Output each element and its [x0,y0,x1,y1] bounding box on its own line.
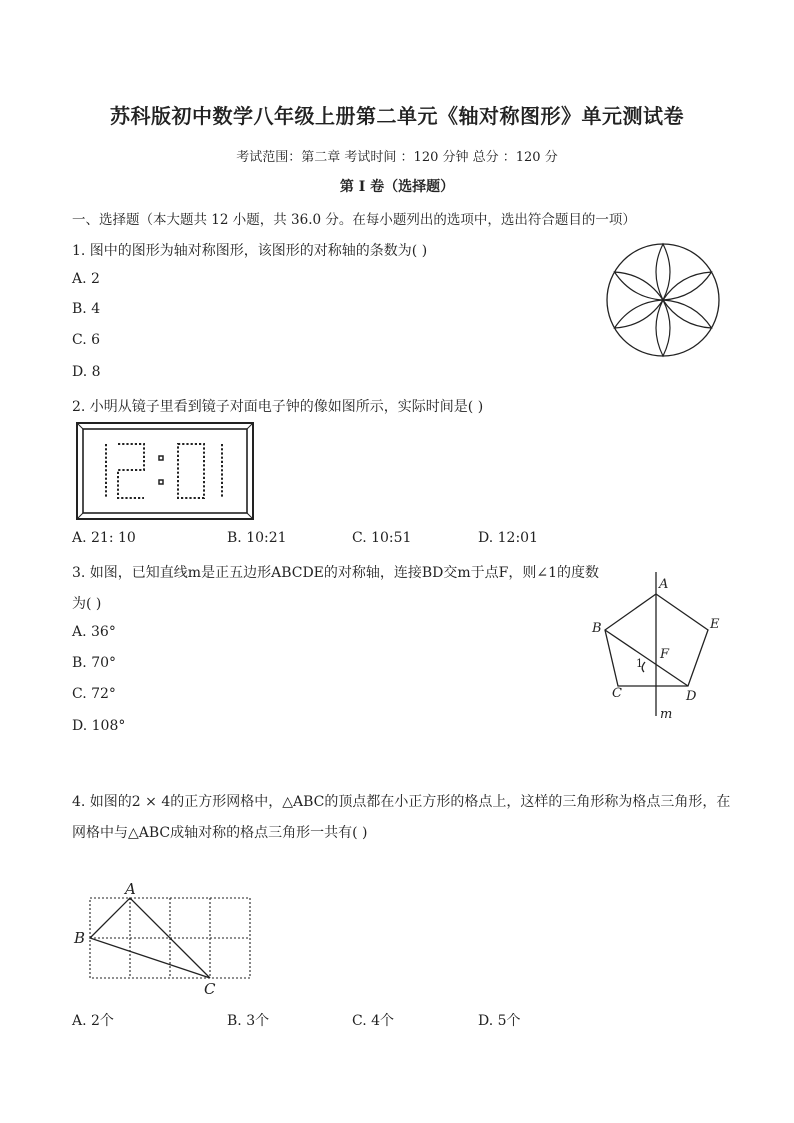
question-2-stem: 2. 小明从镜子里看到镜子对面电子钟的像如图所示，实际时间是( ) [72,399,484,415]
question-3-stem-line-2: 为( ) [72,596,102,612]
mirror-clock-figure [76,422,254,520]
label-m: m [660,707,673,722]
question-3-option-b[interactable]: B. 70° [72,655,117,671]
grid-triangle-figure [70,880,260,1000]
question-1-option-d[interactable]: D. 8 [72,364,101,380]
question-3-stem-line-1: 3. 如图，已知直线m是正五边形ABCDE的对称轴，连接BD交m于点F，则∠1的度数 [72,565,600,581]
question-3-option-a[interactable]: A. 36° [72,624,116,640]
flower-circle-figure [605,242,721,358]
part-title: 一、选择题（本大题共 12 小题，共 36.0 分。在每小题列出的选项中，选出符合题目的一项） [72,212,636,228]
question-4-stem-line-1: 4. 如图的2 × 4的正方形网格中，△ABC的顶点都在小正方形的格点上，这样的三角形称为格点三角形，在 [72,794,731,810]
question-4-option-d[interactable]: D. 5个 [478,1013,521,1029]
question-2-option-c[interactable]: C. 10:51 [352,530,412,546]
question-4-option-b[interactable]: B. 3个 [227,1013,270,1029]
label-a: A [659,577,669,592]
label-c: C [204,980,216,998]
question-1-option-c[interactable]: C. 6 [72,332,101,348]
label-a: A [125,880,136,898]
label-e: E [710,617,720,632]
question-4-stem-line-2: 网格中与△ABC成轴对称的格点三角形一共有( ) [72,825,368,841]
question-4-option-c[interactable]: C. 4个 [352,1013,395,1029]
label-f: F [660,647,670,662]
question-2-option-b[interactable]: B. 10:21 [227,530,287,546]
exam-title: 苏科版初中数学八年级上册第二单元《轴对称图形》单元测试卷 [110,104,684,128]
exam-info: 考试范围：第二章 考试时间 ：120 分钟 总分 ：120 分 [236,150,558,165]
question-3-option-c[interactable]: C. 72° [72,686,116,702]
diagonal-bd [605,630,688,686]
question-3-option-d[interactable]: D. 108° [72,718,126,734]
question-1-option-b[interactable]: B. 4 [72,301,101,317]
label-b: B [592,621,602,636]
question-2-option-d[interactable]: D. 12:01 [478,530,538,546]
pentagon-figure [588,566,728,722]
flower-petals [611,244,715,356]
label-b: B [74,929,86,947]
label-angle-1: 1 [636,657,643,670]
label-c: C [612,686,622,701]
label-d: D [686,689,697,704]
question-2-option-a[interactable]: A. 21: 10 [72,530,136,546]
section-title: 第 I 卷（选择题） [339,179,455,195]
question-4-option-a[interactable]: A. 2个 [72,1013,114,1029]
question-1-stem: 1. 图中的图形为轴对称图形，该图形的对称轴的条数为( ) [72,243,428,259]
question-1-option-a[interactable]: A. 2 [72,271,100,287]
